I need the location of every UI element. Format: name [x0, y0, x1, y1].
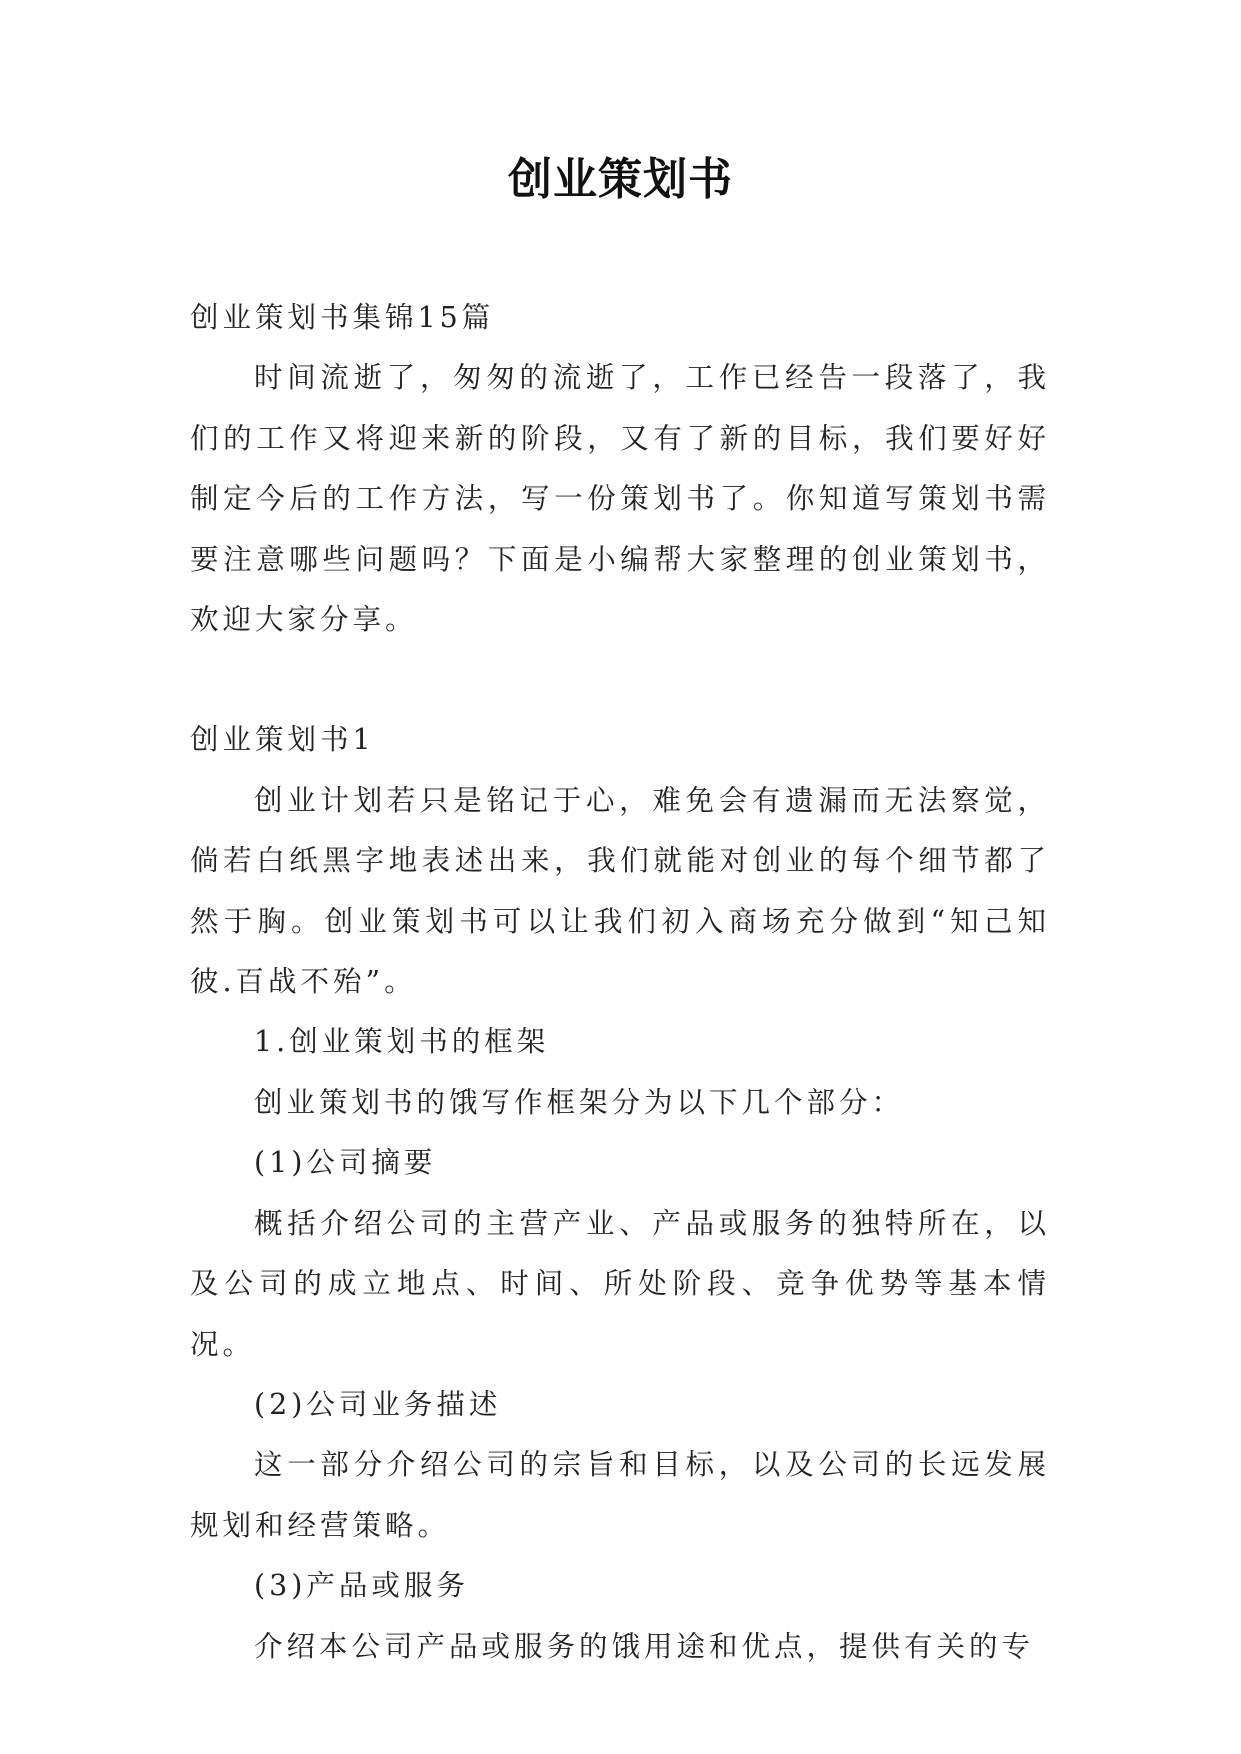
body-paragraph: 介绍本公司产品或服务的饿用途和优点，提供有关的专 [254, 1629, 1035, 1663]
list-item-heading: (1)公司摘要 [254, 1146, 437, 1180]
subsection-heading: 1.创业策划书的框架 [254, 1025, 550, 1059]
body-paragraph: 创业策划书的饿写作框架分为以下几个部分： [254, 1085, 905, 1119]
document-body [190, 288, 1050, 1677]
list-item-heading: (3)产品或服务 [254, 1569, 469, 1603]
section-spacer [190, 650, 1050, 710]
section-heading: 创业策划书1 [190, 723, 375, 757]
collection-heading: 创业策划书集锦15篇 [190, 301, 495, 334]
body-paragraph: 概括介绍公司的主营产业、产品或服务的独特所在，以及公司的成立地点、时间、所处阶段、竞争优势等基本情况。 [190, 1206, 1050, 1361]
list-item-heading: (2)公司业务描述 [254, 1387, 502, 1421]
body-paragraph: 这一部分介绍公司的宗旨和目标，以及公司的长远发展规划和经营策略。 [190, 1448, 1050, 1542]
body-paragraph: 创业计划若只是铭记于心，难免会有遗漏而无法察觉，倘若白纸黑字地表述出来，我们就能对创业的每个细节都了然于胸。创业策划书可以让我们初入商场充分做到“知己知彼.百战不殆”。 [190, 783, 1050, 999]
document-title: 创业策划书 [508, 154, 733, 205]
intro-paragraph: 时间流逝了，匆匆的流逝了，工作已经告一段落了，我们的工作又将迎来新的阶段，又有了新的目标，我们要好好制定今后的工作方法，写一份策划书了。你知道写策划书需要注意哪些问题吗？下面是小编帮大家整理的创业策划书，欢迎大家分享。 [190, 361, 1050, 637]
